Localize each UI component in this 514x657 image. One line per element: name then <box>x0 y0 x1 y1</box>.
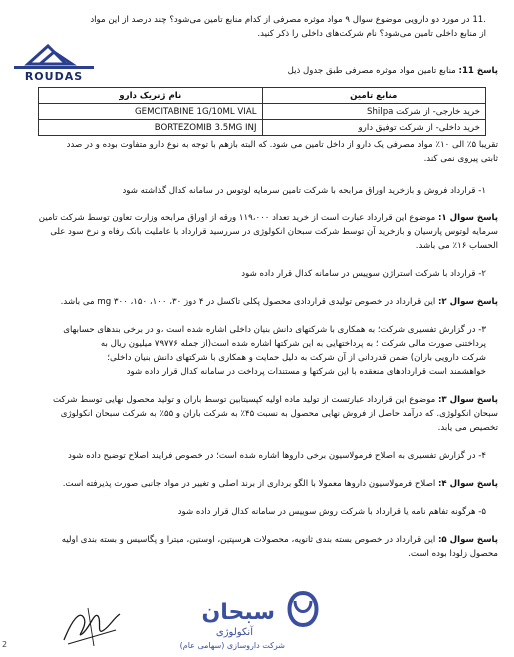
item-3-line-1 <box>63 325 486 336</box>
answer-3-line-2: سبحان انکولوژی. که درآمد حاصل از فروش نهایی محصول به نسبت ۴۵٪ به شرکت باران و ۵۵٪ به شرکت سبحان انکولوژی <box>60 409 498 419</box>
item-3-line-3: شرکت دارویی باران) ضمن قدردانی از آن شرکت به دلیل حمایت و همکاری با شرکتهای دانش بنیان داخلی؛ <box>107 353 486 363</box>
table-row <box>39 120 486 136</box>
answer-5-text-1: این قرارداد در خصوص بسته بندی ثانویه، محصولات هرسپتین، اوستین، میترا و پگاسیس و بسته بندی اولیه <box>61 535 436 545</box>
item-1-text: قرارداد فروش و بازخرید اوراق مرابحه با شرکت تامین سرمایه لوتوس در سامانه کدال گذاشته شود <box>122 186 476 196</box>
item-5-text: هرگونه تفاهم نامه یا قرارداد با شرکت روش سوییس در سامانه کدال قرار داده شود <box>177 507 476 517</box>
item-1 <box>122 186 486 197</box>
answer-3-label: پاسخ سوال ۳: <box>437 395 498 405</box>
answer-3-line-1 <box>53 395 498 406</box>
item-1-num: ۱- <box>478 186 486 196</box>
answer-2 <box>61 297 498 308</box>
item-2-num: ۲- <box>478 269 486 279</box>
supply-source-table <box>38 87 486 136</box>
note-line-1: تقریبا ۵٪ الی ۱۰٪ مواد مصرفی یک دارو از داخل تامین می شود. که البته بازهم با توجه به نوع دارو متفاوت بوده و در صدد <box>66 140 498 150</box>
question-11-line-1: .11 در مورد دو دارویی موضوع سوال ۹ مواد موثره مصرفی از کدام منابع تامین می‌شود؟ چند درصد از این مواد <box>90 15 486 25</box>
item-3-num: ۳- <box>478 325 486 335</box>
company-logo-top <box>8 38 100 84</box>
item-4 <box>68 451 486 462</box>
answer-1-text-1: موضوع این قرارداد عبارت است از خرید تعداد ۱۱۹،۰۰۰ ورقه از اوراق مرابحه وزارت تعاون توسط شرکت تامین <box>38 213 436 223</box>
table-header-generic: نام ژنریک دارو <box>39 88 263 104</box>
answer-1-line-3: الحساب ۱۶٪ می باشد. <box>415 241 498 251</box>
item-4-text: در گزارش تفسیری به اصلاح فرمولاسیون برخی داروها اشاره شده است؛ در خصوص فرایند اصلاح توضیح داده شود <box>68 451 476 461</box>
stamp-sub: آنکولوژی <box>215 627 253 638</box>
logo-text: ROUDAS <box>24 70 84 83</box>
table-cell-source: خرید داخلی- از شرکت توفیق دارو <box>262 120 485 136</box>
answer-2-text: این قرارداد در خصوص تولیدی قراردادی محصول پکلی تاکسل در ۴ دوز ۳۰، ۱۰۰، ۱۵۰، ۳۰۰ mg می باشد. <box>60 297 436 307</box>
company-stamp <box>135 585 345 653</box>
question-11-line-2: از منابع داخلی تامین می‌شود؟ نام شرکت‌های داخلی را ذکر کنید. <box>257 29 486 39</box>
table-header-row <box>39 88 486 104</box>
item-2-text: قرارداد با شرکت استراژن سوییس در سامانه کدال قرار داده شود <box>241 269 476 279</box>
answer-4-label: پاسخ سوال ۴: <box>437 479 498 489</box>
item-4-num: ۴- <box>478 451 486 461</box>
answer-1-label: پاسخ سوال ۱: <box>437 213 498 223</box>
answer-5-line-2: محصول زلودا بوده است. <box>408 549 498 559</box>
answer-5-line-1 <box>62 535 498 546</box>
item-3-line-4: خواهشمند است قراردادهای منعقده با این شرکتها و مستندات پرداخت در سامانه کدال قرار داده شود <box>126 367 486 377</box>
answer-5-label: پاسخ سوال ۵: <box>437 535 498 545</box>
answer-3-text-1: موضوع این قرارداد عبارتست از تولید ماده اولیه کپسیتابین توسط باران و تولید محصول نهایی توسط شرکت <box>52 395 436 405</box>
item-3-line-2: پرداختنی صورت مالی شرکت ؛ به پرداختهایی به این شرکتها اشاره شده است(از جمله ۷۹۷۷۶ میلیون ریال به <box>100 339 486 349</box>
table-cell-source: خرید خارجی- از شرکت Shilpa <box>262 104 485 120</box>
stamp-brand: سبحان <box>201 600 275 625</box>
table-cell-generic: GEMCITABINE 1G/10ML VIAL <box>39 104 263 120</box>
note-line-2: ثابتی پیروی نمی کند. <box>423 154 498 164</box>
signature <box>58 600 128 650</box>
answer-11-text: منابع تامین مواد موثره مصرفی طبق جدول ذیل <box>287 66 456 76</box>
stamp-company: شرکت داروسازی (سهامی عام) <box>179 641 285 650</box>
answer-2-label: پاسخ سوال ۲: <box>437 297 498 307</box>
item-5 <box>178 507 486 518</box>
item-3-text: در گزارش تفسیری شرکت؛ به همکاری با شرکتهای دانش بنیان داخلی اشاره شده است ،و در برخی بندهای حسابهای <box>63 325 476 335</box>
answer-11-label: پاسخ 11: <box>458 66 498 76</box>
table-row <box>39 104 486 120</box>
item-5-num: ۵- <box>478 507 486 517</box>
answer-4-text: اصلاح فرمولاسیون داروها معمولا با الگو برداری از برند اصلی و تغییر در مواد جانبی صورت پذیرفته است. <box>62 479 436 489</box>
page-number: 2 <box>2 640 8 649</box>
item-2 <box>241 269 486 280</box>
table-cell-generic: BORTEZOMIB 3.5MG INJ <box>39 120 263 136</box>
answer-1-line-2: سرمایه لوتوس پارسیان و بازخرید آن توسط شرکت سبحان انکولوژی در سررسید قرارداد با عاملیت بانک رفاه و نرخ سود علی <box>50 227 498 237</box>
answer-3-line-3: تخصیص می یابد. <box>437 423 498 433</box>
answer-1-line-1 <box>39 213 498 224</box>
answer-4 <box>63 479 498 490</box>
answer-11 <box>288 66 498 77</box>
table-header-source: منابع تامین <box>262 88 485 104</box>
stamp-emblem-icon <box>290 593 317 625</box>
